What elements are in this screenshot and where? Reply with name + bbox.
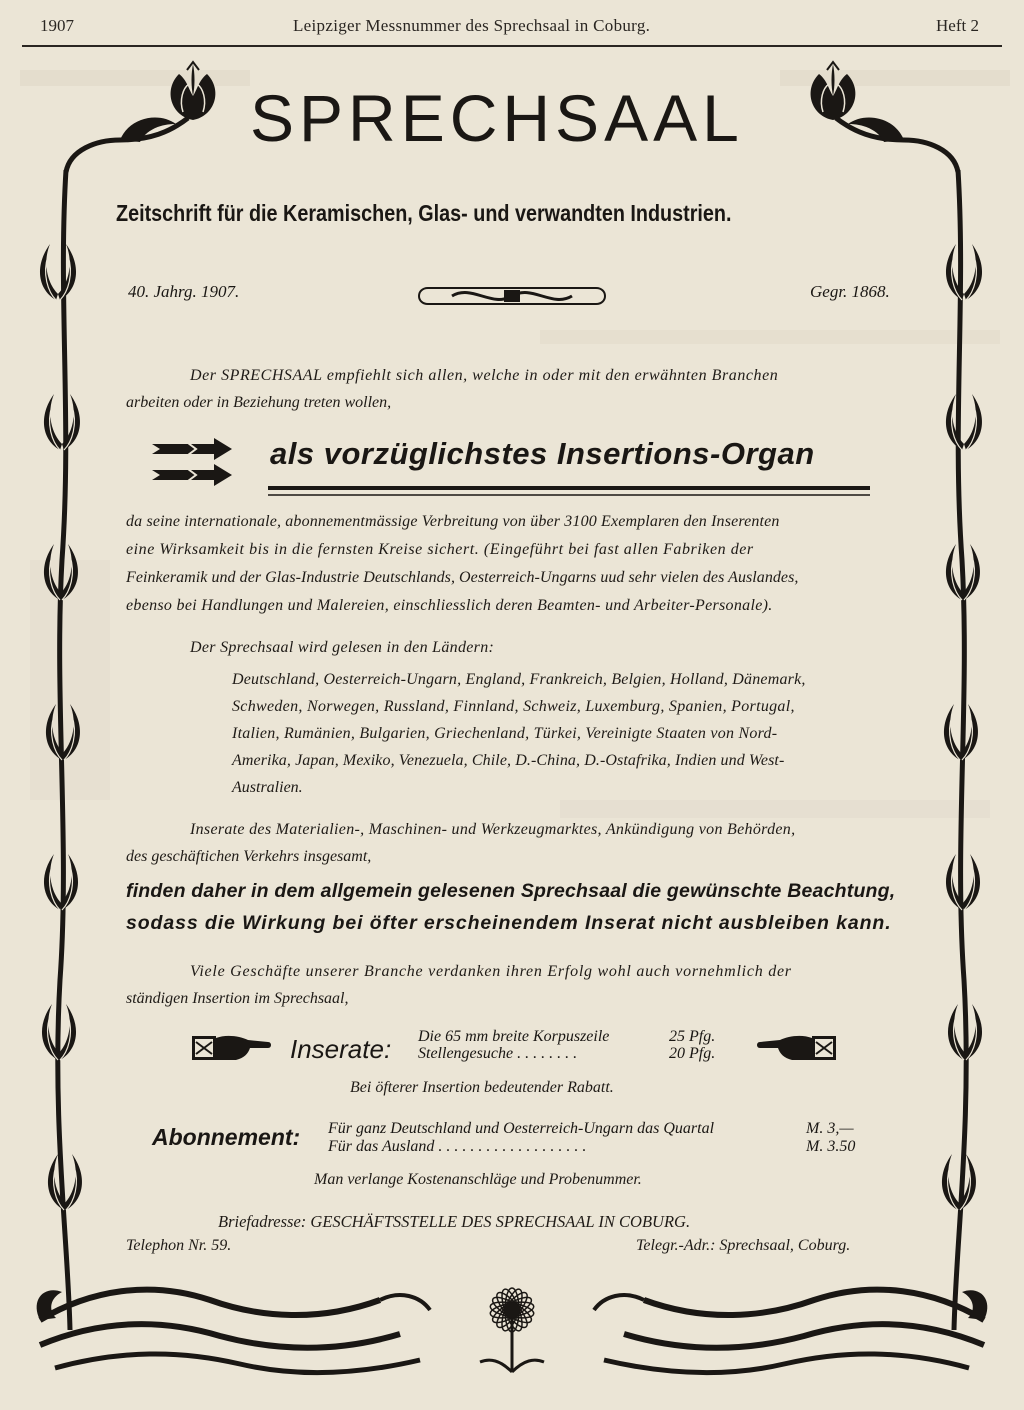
country-line: Amerika, Japan, Mexiko, Venezuela, Chile, D.-China, D.-Ostafrika, Indien und West-	[232, 752, 785, 769]
ads-label: Inserate:	[290, 1034, 392, 1064]
volume-label: 40. Jahrg. 1907.	[128, 282, 240, 301]
contact-telegram: Telegr.-Adr.: Sprechsaal, Coburg.	[636, 1237, 851, 1254]
country-line: Australien.	[232, 779, 303, 796]
subscription-price: M. 3,—	[806, 1120, 854, 1137]
ads-rate-text: Die 65 mm breite Korpuszeile	[418, 1028, 610, 1045]
subscription-note: Man verlange Kostenanschläge und Probenummer.	[314, 1171, 642, 1188]
circulation-line: eine Wirksamkeit bis in die fernsten Kreise sichert. (Eingeführt bei fast allen Fabriken der	[126, 541, 754, 558]
tulip-ornament-icon	[811, 62, 856, 120]
header-issue: Heft 2	[936, 16, 979, 35]
success-line: Viele Geschäfte unserer Branche verdanken ihren Erfolg wohl auch vornehmlich der	[190, 963, 792, 980]
success-line: ständigen Insertion im Sprechsaal,	[126, 990, 349, 1007]
countries-intro: Der Sprechsaal wird gelesen in den Ländern:	[190, 639, 495, 656]
circulation-line: da seine internationale, abonnementmässige Verbreitung von über 3100 Exemplaren den Inserenten	[126, 513, 780, 530]
intro-line: Der SPRECHSAAL empfiehlt sich allen, welche in oder mit den erwähnten Branchen	[190, 367, 779, 384]
subscription-label: Abonnement:	[152, 1124, 301, 1150]
masthead-subtitle: Zeitschrift für die Keramischen, Glas- und verwandten Industrien.	[116, 200, 732, 226]
subscription-price: M. 3.50	[806, 1138, 856, 1155]
pointing-hand-icon	[757, 1036, 836, 1060]
headline: als vorzüglichstes Insertions-Organ	[270, 436, 815, 471]
circulation-line: ebenso bei Handlungen und Malereien, einschliesslich deren Beamten- und Arbeiter-Personale).	[126, 597, 773, 614]
ads-rate-price: 20 Pfg.	[669, 1045, 716, 1062]
country-line: Deutschland, Oesterreich-Ungarn, England, Frankreich, Belgien, Holland, Dänemark,	[232, 671, 806, 688]
tulip-ornament-icon	[171, 62, 216, 120]
country-line: Schweden, Norwegen, Russland, Finnland, Schweiz, Luxemburg, Spanien, Portugal,	[232, 698, 795, 715]
header-year: 1907	[40, 16, 74, 35]
intro-line: arbeiten oder in Beziehung treten wollen,	[126, 394, 392, 411]
markets-line: des geschäftichen Verkehrs insgesamt,	[126, 848, 372, 865]
arrow-pointer-icon	[152, 438, 232, 486]
title-ornament	[419, 288, 605, 304]
markets-line: Inserate des Materialien-, Maschinen- und Werkzeugmarktes, Ankündigung von Behörden,	[190, 821, 796, 838]
founded-label: Gegr. 1868.	[810, 282, 890, 301]
ads-discount: Bei öfterer Insertion bedeutender Rabatt.	[350, 1079, 614, 1096]
ads-rate-price: 25 Pfg.	[669, 1028, 716, 1045]
pointing-hand-icon	[192, 1036, 271, 1060]
emphasis-line: sodass die Wirkung bei öfter erscheinendem Inserat nicht ausbleiben kann.	[126, 912, 892, 934]
contact-address: Briefadresse: GESCHÄFTSSTELLE DES SPRECHSAAL IN COBURG.	[218, 1212, 691, 1231]
contact-phone: Telephon Nr. 59.	[126, 1237, 232, 1254]
circulation-line: Feinkeramik und der Glas-Industrie Deutschlands, Oesterreich-Ungarns uud sehr vielen des Auslandes,	[126, 569, 799, 586]
ads-rate-text: Stellengesuche . . . . . . . .	[418, 1045, 578, 1062]
emphasis-line: finden daher in dem allgemein gelesenen Sprechsaal die gewünschte Beachtung,	[126, 880, 896, 902]
masthead-title: SPRECHSAAL	[250, 81, 744, 155]
country-line: Italien, Rumänien, Bulgarien, Griechenland, Türkei, Vereinigte Staaten von Nord-	[232, 725, 778, 742]
daisy-ornament-icon	[480, 1287, 544, 1372]
header-title: Leipziger Messnummer des Sprechsaal in Coburg.	[293, 16, 651, 35]
subscription-text: Für ganz Deutschland und Oesterreich-Ungarn das Quartal	[328, 1120, 715, 1137]
subscription-text: Für das Ausland . . . . . . . . . . . . . . . . . . .	[328, 1138, 587, 1155]
